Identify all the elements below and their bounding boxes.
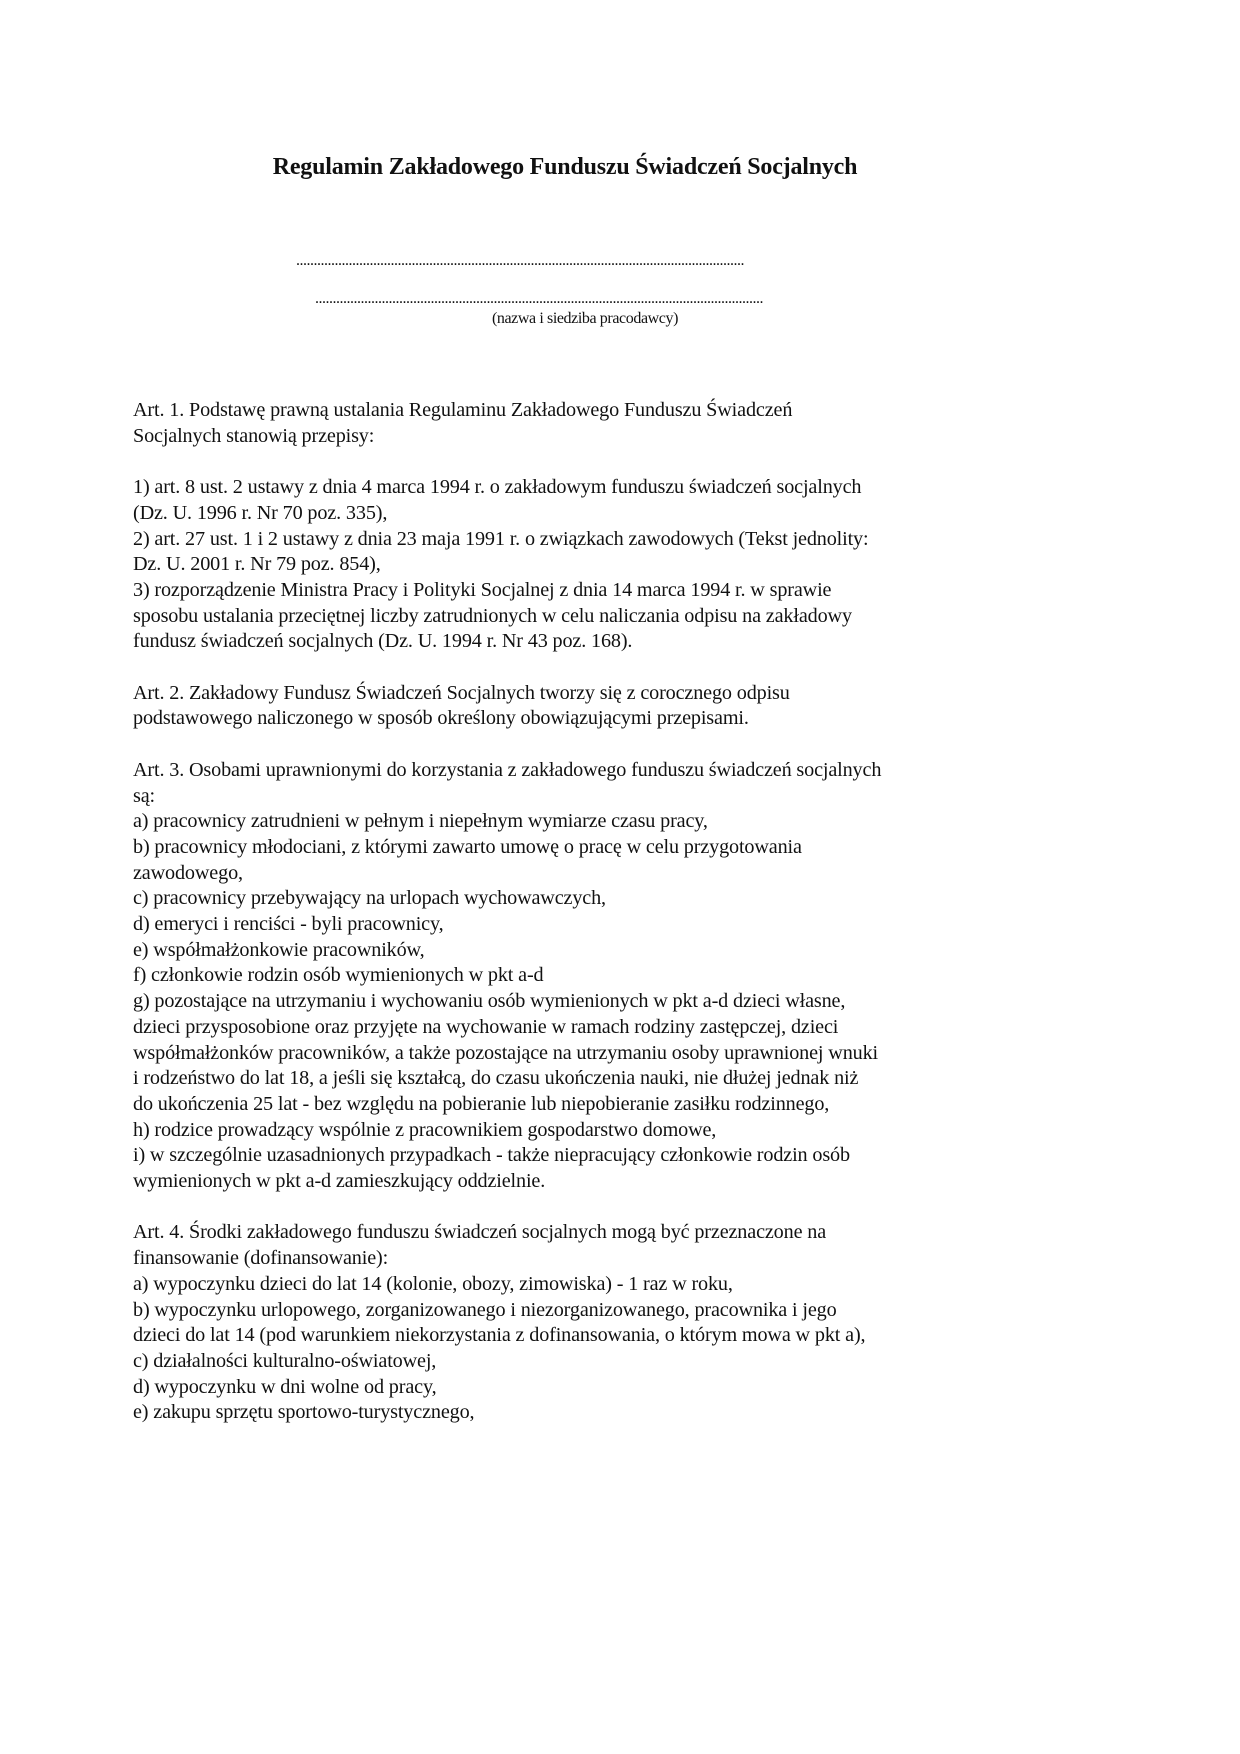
text-line: są: [133,784,155,807]
text-line: b) wypoczynku urlopowego, zorganizowanego i niezorganizowanego, pracownika i jego [133,1298,837,1321]
text-line: d) emeryci i renciści - byli pracownicy, [133,913,444,936]
employer-caption: (nazwa i siedziba pracodawcy) [491,310,679,327]
text-line: h) rodzice prowadzący wspólnie z pracownikiem gospodarstwo domowe, [133,1118,717,1141]
text-line: c) pracownicy przebywający na urlopach wychowawczych, [133,887,606,910]
text-line: do ukończenia 25 lat - bez względu na pobieranie lub niepobieranie zasiłku rodzinnego, [133,1092,830,1115]
document-title: Regulamin Zakładowego Funduszu Świadczeń Socjalnych [272,154,858,180]
document-body [133,398,1133,1452]
text-line: a) pracownicy zatrudnieni w pełnym i niepełnym wymiarze czasu pracy, [133,810,708,833]
article-paragraph [133,681,1133,732]
text-line: (Dz. U. 1996 r. Nr 70 poz. 335), [133,501,388,524]
employer-address-blank: ................................................................................................................................ [315,290,763,307]
employer-name-blank: ................................................................................................................................ [296,252,744,269]
text-line: zawodowego, [133,861,243,884]
text-line: e) zakupu sprzętu sportowo-turystycznego, [133,1401,475,1424]
text-line: fundusz świadczeń socjalnych (Dz. U. 1994 r. Nr 43 poz. 168). [133,630,633,653]
text-line: podstawowego naliczonego w sposób określony obowiązującymi przepisami. [133,707,749,730]
article-paragraph [133,398,1133,449]
text-line: a) wypoczynku dzieci do lat 14 (kolonie, obozy, zimowiska) - 1 raz w roku, [133,1272,733,1295]
text-line: Art. 2. Zakładowy Fundusz Świadczeń Socjalnych tworzy się z corocznego odpisu [133,681,790,704]
text-line: Art. 1. Podstawę prawną ustalania Regulaminu Zakładowego Funduszu Świadczeń [133,399,793,421]
article-paragraph [133,475,1133,655]
text-line: 3) rozporządzenie Ministra Pracy i Polityki Socjalnej z dnia 14 marca 1994 r. w sprawie [133,578,832,601]
text-line: Art. 4. Środki zakładowego funduszu świadczeń socjalnych mogą być przeznaczone na [133,1221,827,1244]
text-line: współmałżonków pracowników, a także pozostające na utrzymaniu osoby uprawnionej wnuki [133,1041,879,1064]
article-paragraph [133,1220,1133,1426]
text-line: g) pozostające na utrzymaniu i wychowaniu osób wymienionych w pkt a-d dzieci własne, [133,990,846,1013]
text-line: Socjalnych stanowią przepisy: [133,424,375,447]
text-line: sposobu ustalania przeciętnej liczby zatrudnionych w celu naliczania odpisu na zakładowy [133,604,852,627]
text-line: i) w szczególnie uzasadnionych przypadkach - także niepracujący członkowie rodzin osób [133,1144,850,1167]
text-line: wymienionych w pkt a-d zamieszkujący oddzielnie. [133,1170,546,1193]
text-line: b) pracownicy młodociani, z którymi zawarto umowę o pracę w celu przygotowania [133,835,802,858]
article-paragraph [133,758,1133,1195]
text-line: f) członkowie rodzin osób wymienionych w pkt a-d [133,964,544,987]
text-line: Art. 3. Osobami uprawnionymi do korzystania z zakładowego funduszu świadczeń socjalnych [133,758,882,781]
text-line: c) działalności kulturalno-oświatowej, [133,1349,437,1372]
text-line: dzieci do lat 14 (pod warunkiem niekorzystania z dofinansowania, o którym mowa w pkt a), [133,1324,866,1347]
text-line: e) współmałżonkowie pracowników, [133,938,425,961]
text-line: 2) art. 27 ust. 1 i 2 ustawy z dnia 23 maja 1991 r. o związkach zawodowych (Tekst jednolity: [133,527,869,550]
text-line: 1) art. 8 ust. 2 ustawy z dnia 4 marca 1994 r. o zakładowym funduszu świadczeń socjalnych [133,476,862,499]
text-line: d) wypoczynku w dni wolne od pracy, [133,1375,437,1398]
text-line: dzieci przysposobione oraz przyjęte na wychowanie w ramach rodziny zastępczej, dzieci [133,1015,839,1038]
text-line: Dz. U. 2001 r. Nr 79 poz. 854), [133,553,381,576]
text-line: i rodzeństwo do lat 18, a jeśli się kształcą, do czasu ukończenia nauki, nie dłużej jednak niż [133,1067,859,1090]
text-line: finansowanie (dofinansowanie): [133,1247,389,1270]
